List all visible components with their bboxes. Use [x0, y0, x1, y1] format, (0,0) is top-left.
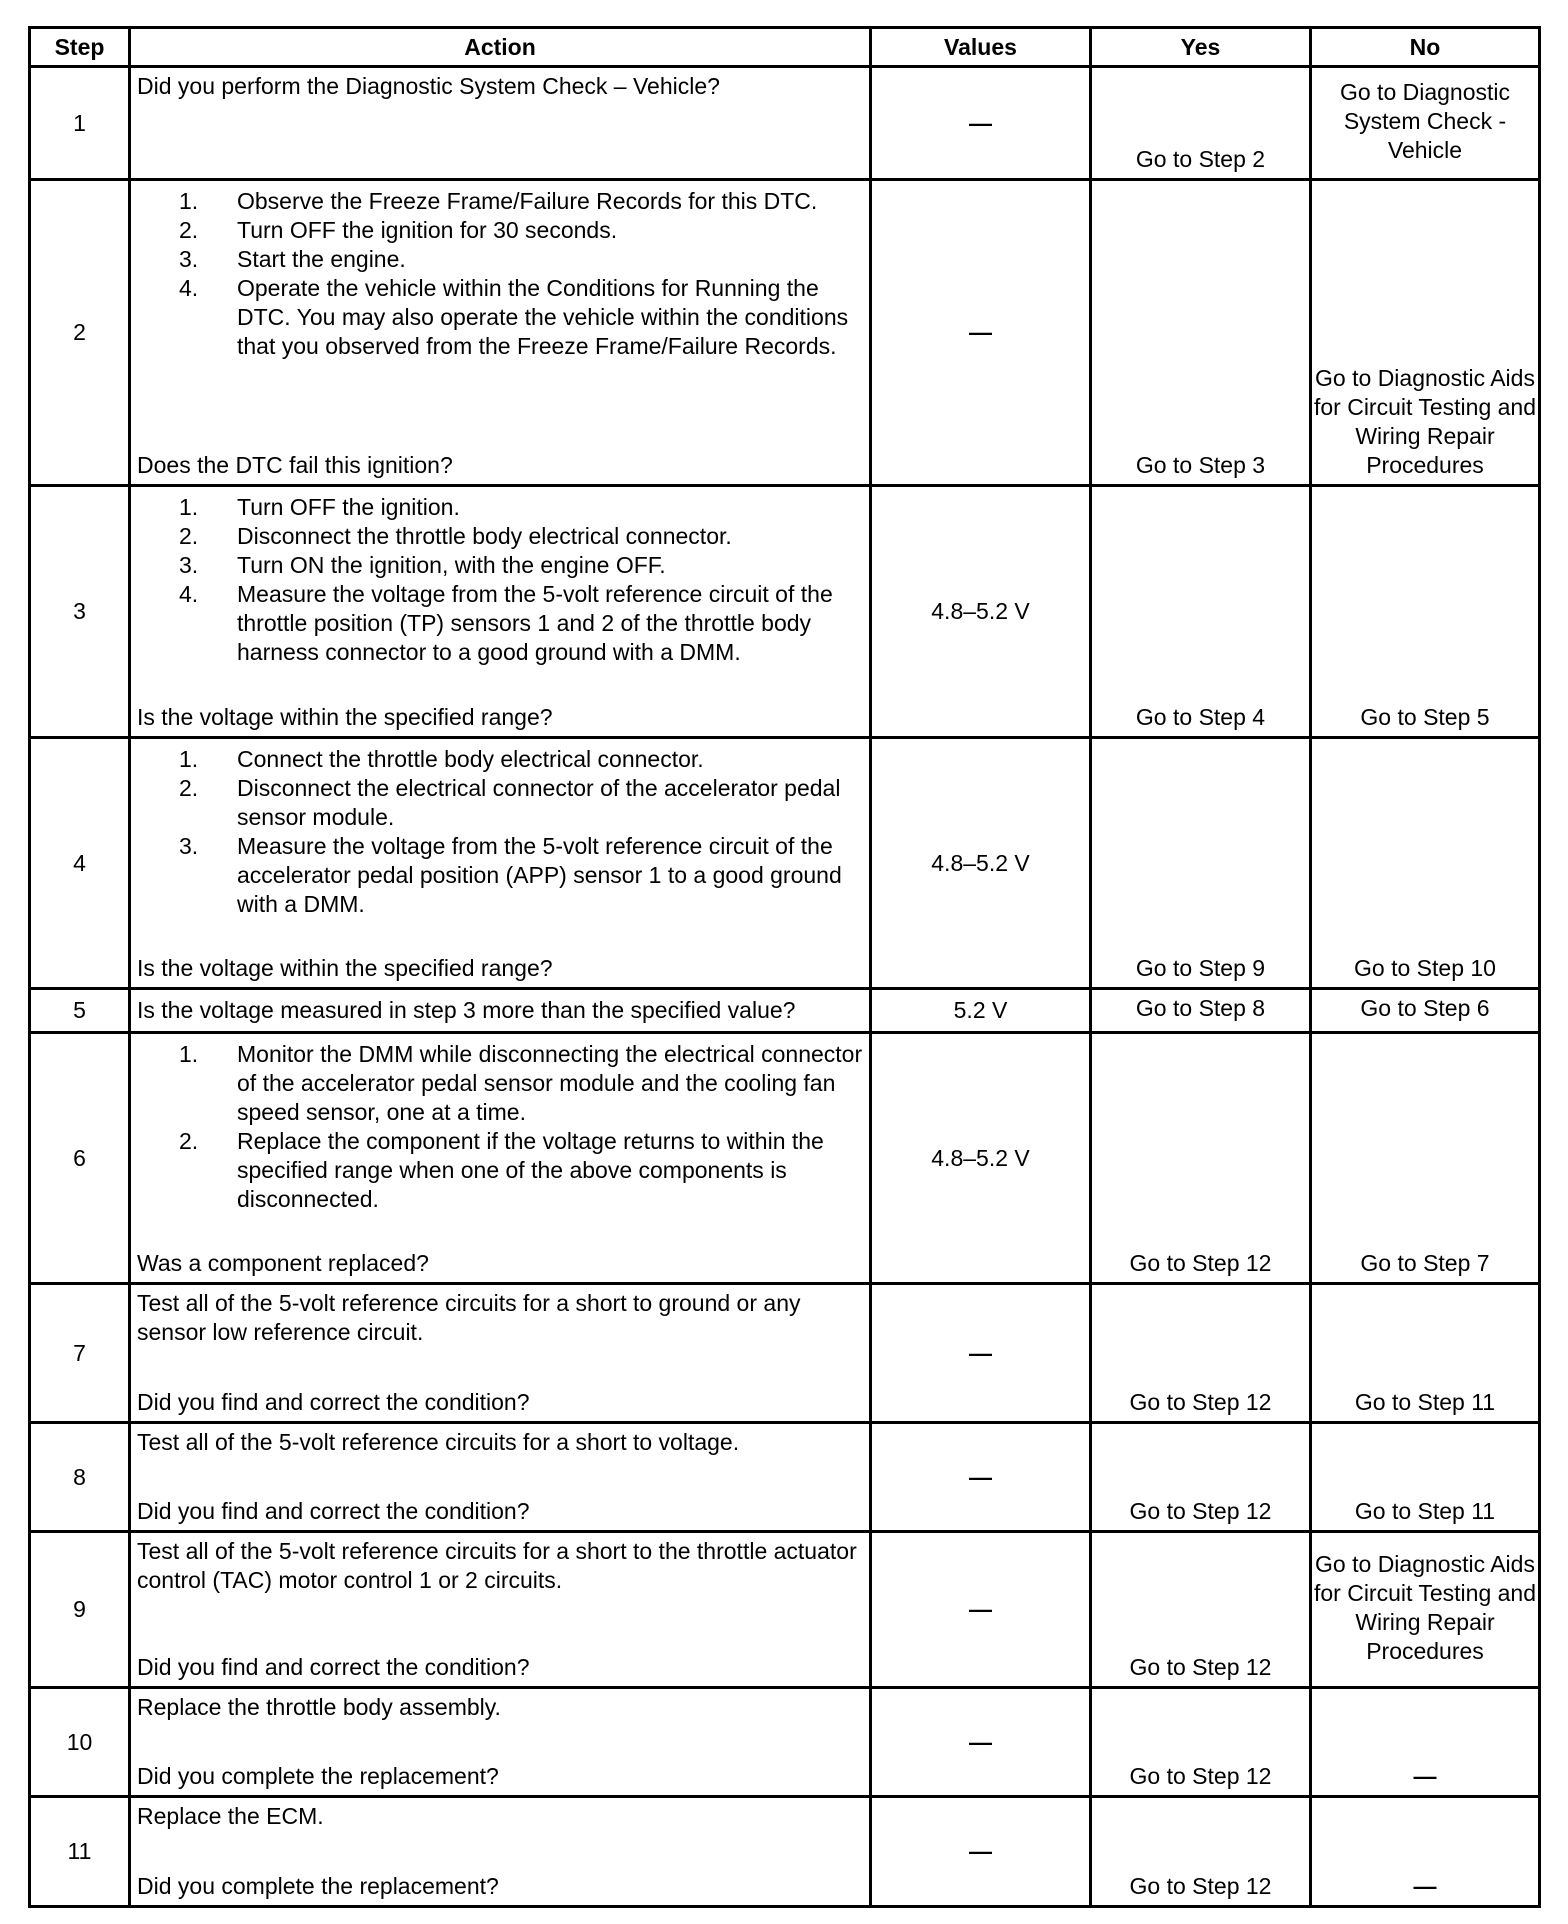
action-step-item: [137, 832, 863, 919]
action-step-number: 4.: [179, 275, 199, 302]
action-question: Did you find and correct the condition?: [137, 1388, 530, 1415]
yes-cell: Go to Step 12: [1091, 1532, 1311, 1687]
action-step-number: 2.: [179, 774, 199, 801]
action-question: Does the DTC fail this ignition?: [137, 452, 453, 479]
action-step-item: [137, 745, 863, 774]
action-step-text: Operate the vehicle within the Conditions for Running the DTC. You may also operate the vehicle within the conditions that you observed from the Freeze Frame/Failure Records.: [237, 275, 849, 360]
step-number: 7: [30, 1284, 130, 1422]
action-cell: [130, 1797, 871, 1907]
table-row: [30, 1532, 1540, 1687]
action-intro: Is the voltage measured in step 3 more than the specified value?: [137, 997, 796, 1024]
header-row: [30, 28, 1540, 67]
yes-cell: Go to Step 12: [1091, 1687, 1311, 1797]
action-step-list: [137, 187, 863, 361]
no-cell: Go to Diagnostic System Check - Vehicle: [1311, 67, 1540, 180]
action-step-item: [137, 216, 863, 245]
header-step: Step: [30, 28, 130, 67]
action-step-number: 3.: [179, 246, 199, 273]
values-cell: —: [871, 1284, 1091, 1422]
action-cell: [130, 1532, 871, 1687]
yes-cell: Go to Step 12: [1091, 1284, 1311, 1422]
table-row: [30, 1797, 1540, 1907]
action-question: Is the voltage within the specified range?: [137, 955, 553, 982]
yes-cell: Go to Step 12: [1091, 1797, 1311, 1907]
action-step-number: 2.: [179, 1127, 199, 1154]
action-cell: [130, 1284, 871, 1422]
action-step-item: [137, 493, 863, 522]
no-cell: Go to Diagnostic Aids for Circuit Testing and Wiring Repair Procedures: [1311, 1532, 1540, 1687]
step-number: 9: [30, 1532, 130, 1687]
no-cell: Go to Step 11: [1311, 1284, 1540, 1422]
values-cell: —: [871, 1687, 1091, 1797]
yes-cell: Go to Step 3: [1091, 180, 1311, 486]
table-row: [30, 1284, 1540, 1422]
action-step-item: [137, 245, 863, 274]
action-step-text: Monitor the DMM while disconnecting the electrical connector of the accelerator pedal sensor module and the cooling fan speed sensor, one at a time.: [237, 1040, 863, 1125]
table-row: [30, 1422, 1540, 1532]
action-step-item: [137, 580, 863, 667]
action-step-text: Disconnect the electrical connector of the accelerator pedal sensor module.: [237, 774, 841, 830]
action-step-text: Observe the Freeze Frame/Failure Records for this DTC.: [237, 188, 818, 215]
no-cell: Go to Step 7: [1311, 1032, 1540, 1284]
no-cell: Go to Step 6: [1311, 989, 1540, 1032]
table-row: [30, 180, 1540, 486]
action-step-item: [137, 551, 863, 580]
table-row: [30, 989, 1540, 1032]
table-row: [30, 486, 1540, 738]
yes-cell: Go to Step 8: [1091, 989, 1311, 1032]
values-cell: —: [871, 180, 1091, 486]
action-step-text: Start the engine.: [237, 246, 406, 273]
values-cell: 4.8–5.2 V: [871, 486, 1091, 738]
header-values: Values: [871, 28, 1091, 67]
step-number: 10: [30, 1687, 130, 1797]
action-step-item: [137, 274, 863, 361]
values-cell: 4.8–5.2 V: [871, 1032, 1091, 1284]
step-number: 8: [30, 1422, 130, 1532]
action-step-list: [137, 745, 863, 919]
values-cell: 5.2 V: [871, 989, 1091, 1032]
table-row: [30, 1687, 1540, 1797]
no-cell: Go to Step 11: [1311, 1422, 1540, 1532]
values-cell: —: [871, 1797, 1091, 1907]
action-cell: [130, 180, 871, 486]
action-cell: [130, 486, 871, 738]
action-step-number: 1.: [179, 745, 199, 772]
no-cell: Go to Step 10: [1311, 737, 1540, 989]
action-question: Did you find and correct the condition?: [137, 1653, 530, 1680]
action-step-list: [137, 493, 863, 667]
step-number: 6: [30, 1032, 130, 1284]
yes-cell: Go to Step 12: [1091, 1032, 1311, 1284]
yes-cell: Go to Step 2: [1091, 67, 1311, 180]
diagnostic-table: [28, 26, 1541, 1908]
action-intro: Test all of the 5-volt reference circuits for a short to voltage.: [137, 1428, 740, 1455]
action-cell: [130, 1032, 871, 1284]
no-cell: —: [1311, 1687, 1540, 1797]
header-no: No: [1311, 28, 1540, 67]
action-step-number: 3.: [179, 552, 199, 579]
action-step-text: Disconnect the throttle body electrical connector.: [237, 523, 732, 550]
step-number: 11: [30, 1797, 130, 1907]
table-row: [30, 737, 1540, 989]
action-step-item: [137, 774, 863, 832]
no-cell: —: [1311, 1797, 1540, 1907]
no-cell: Go to Step 5: [1311, 486, 1540, 738]
action-step-number: 4.: [179, 581, 199, 608]
action-intro: Test all of the 5-volt reference circuits for a short to ground or any sensor low reference circuit.: [137, 1290, 801, 1346]
action-cell: [130, 1687, 871, 1797]
action-step-number: 1.: [179, 1040, 199, 1067]
action-question: Did you complete the replacement?: [137, 1763, 499, 1790]
yes-cell: Go to Step 4: [1091, 486, 1311, 738]
action-question: Did you complete the replacement?: [137, 1873, 499, 1899]
action-step-number: 2.: [179, 523, 199, 550]
action-step-item: [137, 522, 863, 551]
yes-cell: Go to Step 12: [1091, 1422, 1311, 1532]
yes-cell: Go to Step 9: [1091, 737, 1311, 989]
action-step-number: 1.: [179, 188, 199, 215]
action-cell: [130, 737, 871, 989]
action-intro: Replace the throttle body assembly.: [137, 1693, 501, 1720]
action-step-text: Connect the throttle body electrical connector.: [237, 745, 704, 772]
header-action: Action: [130, 28, 871, 67]
action-step-number: 2.: [179, 217, 199, 244]
action-question: Is the voltage within the specified range?: [137, 703, 553, 730]
action-step-text: Turn OFF the ignition for 30 seconds.: [237, 217, 618, 244]
action-cell: [130, 1422, 871, 1532]
step-number: 2: [30, 180, 130, 486]
values-cell: —: [871, 67, 1091, 180]
action-step-text: Replace the component if the voltage returns to within the specified range when one of the above components is disconnected.: [237, 1127, 824, 1212]
action-step-item: [137, 1127, 863, 1214]
step-number: 1: [30, 67, 130, 180]
action-question: Did you find and correct the condition?: [137, 1498, 530, 1525]
action-intro: Replace the ECM.: [137, 1803, 324, 1830]
action-step-text: Turn ON the ignition, with the engine OFF.: [237, 552, 666, 579]
action-cell: [130, 67, 871, 180]
action-step-list: [137, 1040, 863, 1214]
values-cell: —: [871, 1532, 1091, 1687]
action-cell: [130, 989, 871, 1032]
action-step-item: [137, 187, 863, 216]
table-row: [30, 1032, 1540, 1284]
values-cell: —: [871, 1422, 1091, 1532]
step-number: 4: [30, 737, 130, 989]
action-intro: Did you perform the Diagnostic System Check – Vehicle?: [137, 73, 720, 99]
action-question: Was a component replaced?: [137, 1250, 429, 1277]
action-step-text: Turn OFF the ignition.: [237, 494, 460, 521]
action-step-text: Measure the voltage from the 5-volt reference circuit of the accelerator pedal position (APP) sensor 1 to a good ground with a DMM.: [237, 832, 842, 917]
action-step-item: [137, 1040, 863, 1127]
action-intro: Test all of the 5-volt reference circuits for a short to the throttle actuator control (TAC) motor control 1 or 2 circuits.: [137, 1538, 857, 1594]
step-number: 5: [30, 989, 130, 1032]
action-step-text: Measure the voltage from the 5-volt reference circuit of the throttle position (TP) sensors 1 and 2 of the throttle body harness connector to a good ground with a DMM.: [237, 581, 833, 666]
header-yes: Yes: [1091, 28, 1311, 67]
step-number: 3: [30, 486, 130, 738]
action-step-number: 1.: [179, 494, 199, 521]
no-cell: Go to Diagnostic Aids for Circuit Testing and Wiring Repair Procedures: [1311, 180, 1540, 486]
values-cell: 4.8–5.2 V: [871, 737, 1091, 989]
table-row: [30, 67, 1540, 180]
action-step-number: 3.: [179, 832, 199, 859]
